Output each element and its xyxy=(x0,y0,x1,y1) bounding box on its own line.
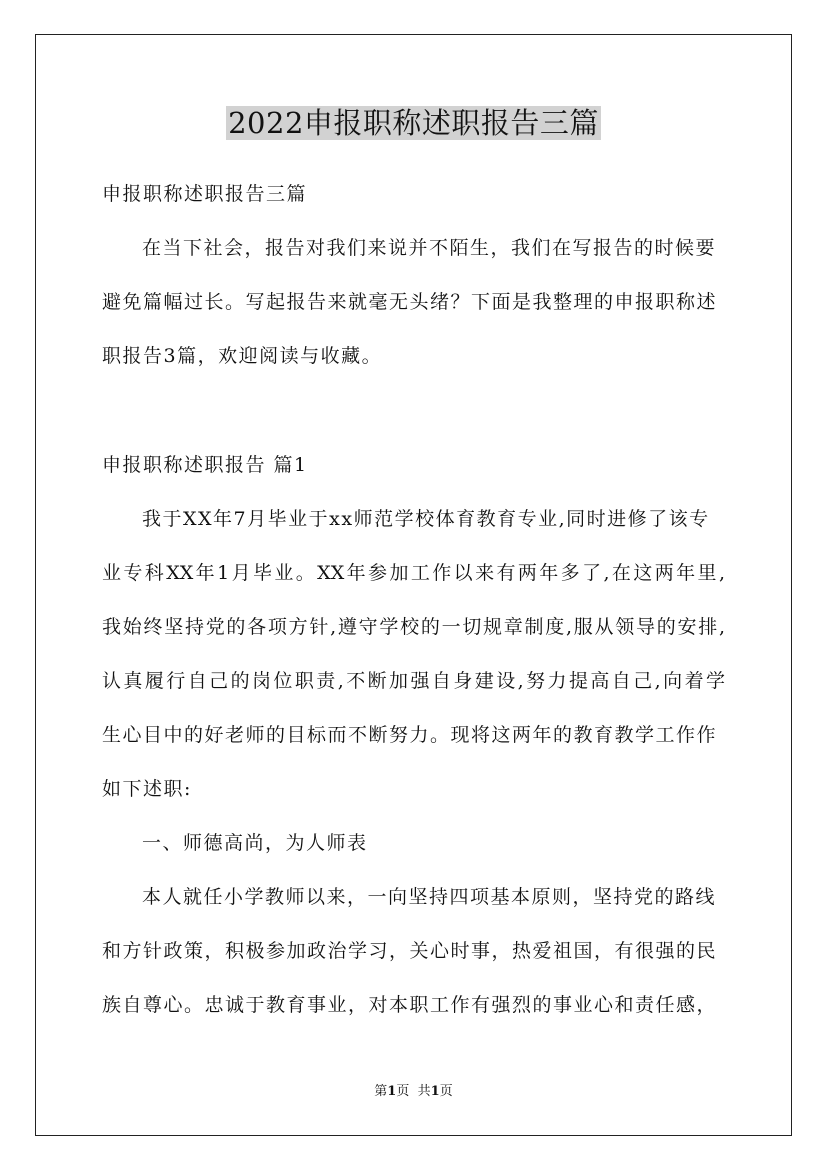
page-footer xyxy=(0,1083,827,1101)
intro-line-1: 在当下社会，报告对我们来说并不陌生，我们在写报告的时候要 xyxy=(142,237,717,259)
total-pages: 1 xyxy=(430,1084,440,1099)
total-suffix: 页 xyxy=(439,1084,453,1099)
document-title xyxy=(0,101,827,145)
body-line-4: 认真履行自己的岗位职责,不断加强自身建设,努力提高自己,向着学 xyxy=(102,670,725,692)
page-prefix: 第 xyxy=(374,1084,388,1099)
body-line-2: 业专科XX年1月毕业。XX年参加工作以来有两年多了,在这两年里, xyxy=(102,562,725,584)
body-line-1: 我于XX年7月毕业于xx师范学校体育教育专业,同时进修了该专 xyxy=(142,508,710,530)
section-heading: 申报职称述职报告 篇1 xyxy=(102,454,308,476)
body-line-5: 生心目中的好老师的目标而不断努力。现将这两年的教育教学工作作 xyxy=(102,724,718,746)
intro-line-2: 避免篇幅过长。写起报告来就毫无头绪？下面是我整理的申报职称述 xyxy=(102,291,718,313)
document-title-text: 2022申报职称述职报告三篇 xyxy=(228,106,599,140)
subheading-line: 一、师德高尚，为人师表 xyxy=(142,832,368,854)
intro-line-3: 职报告3篇，欢迎阅读与收藏。 xyxy=(102,345,383,367)
page-suffix: 页 xyxy=(396,1084,410,1099)
body-line-7: 本人就任小学教师以来，一向坚持四项基本原则，坚持党的路线 xyxy=(142,886,717,908)
subtitle-line: 申报职称述职报告三篇 xyxy=(102,183,308,205)
total-prefix: 共 xyxy=(417,1084,431,1099)
body-line-8: 和方针政策，积极参加政治学习，关心时事，热爱祖国，有很强的民 xyxy=(102,940,718,962)
body-line-6: 如下述职: xyxy=(102,778,192,800)
body-line-3: 我始终坚持党的各项方针,遵守学校的一切规章制度,服从领导的安排, xyxy=(102,616,725,638)
page-current: 1 xyxy=(387,1084,397,1099)
body-line-9: 族自尊心。忠诚于教育事业，对本职工作有强烈的事业心和责任感， xyxy=(102,994,718,1016)
